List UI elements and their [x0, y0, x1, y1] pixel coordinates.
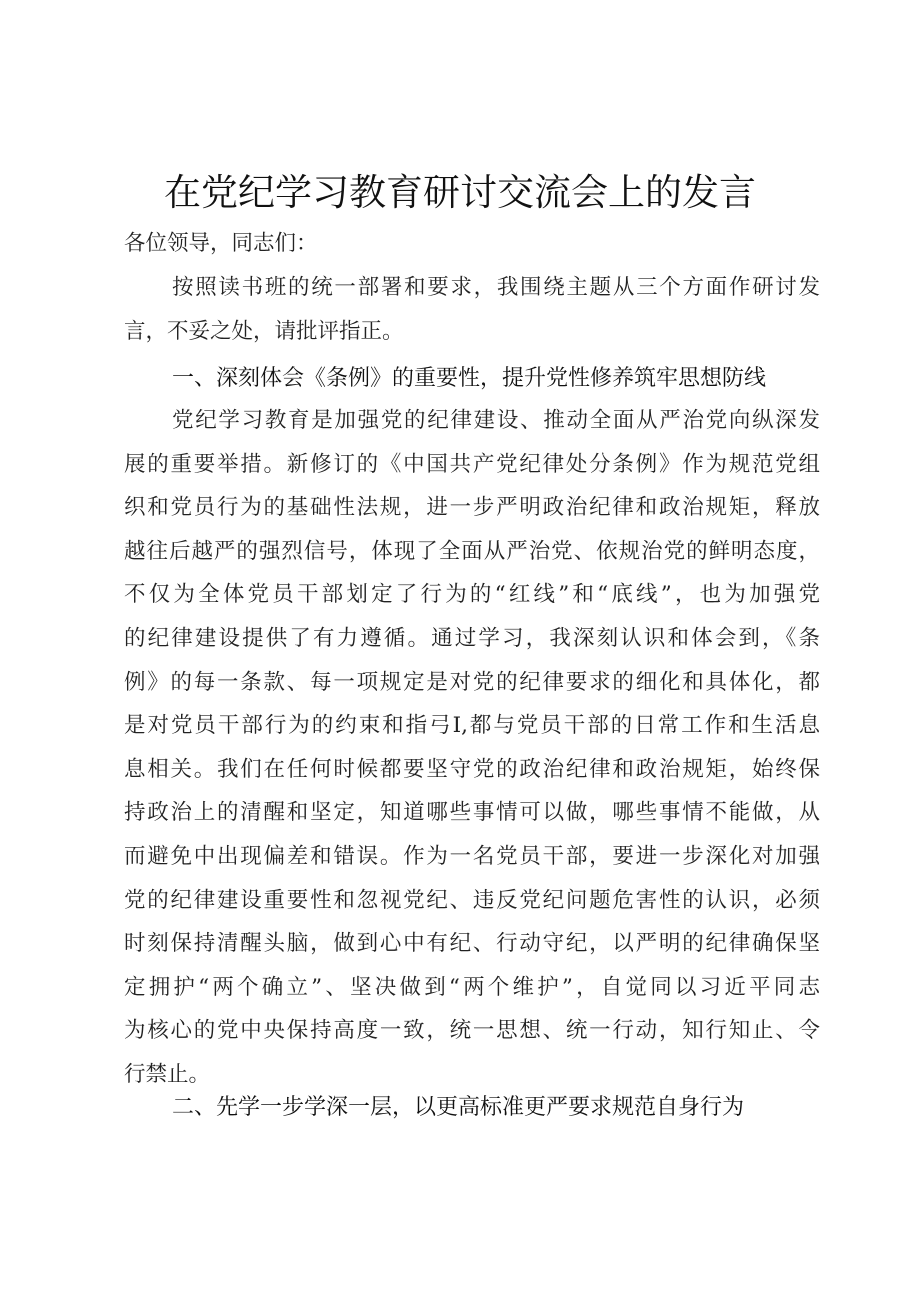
paragraph-line: 行禁止。	[124, 1061, 211, 1087]
paragraph-line: 的纪律建设提供了有力遵循。通过学习，我深刻认识和体会到，《条	[124, 625, 820, 651]
paragraph-line: 越往后越严的强烈信号，体现了全面从严治党、依规治党的鲜明态度，	[124, 538, 820, 564]
intro-paragraph	[124, 266, 820, 353]
salutation: 各位领导，同志们：	[124, 231, 318, 256]
paragraph-line: 时刻保持清醒头脑，做到心中有纪、行动守纪，以严明的纪律确保坚	[124, 931, 820, 957]
paragraph-line: 是对党员干部行为的约束和指弓I,都与党员干部的日常工作和生活息	[124, 713, 820, 739]
paragraph-line: 持政治上的清醒和坚定，知道哪些事情可以做，哪些事情不能做，从	[124, 800, 820, 826]
paragraph-line: 展的重要举措。新修订的《中国共产党纪律处分条例》作为规范党组	[124, 451, 820, 477]
section-1-paragraph	[124, 399, 820, 1097]
paragraph-line: 为核心的党中央保持高度一致，统一思想、统一行动，知行知止、令	[124, 1018, 820, 1044]
paragraph-line: 定拥护“两个确立”、坚决做到“两个维护”，自觉同以习近平同志	[124, 974, 820, 1000]
paragraph-line: 不仅为全体党员干部划定了行为的“红线”和“底线”，也为加强党	[124, 582, 820, 608]
section-heading-2: 二、先学一步学深一层，以更高标准更严要求规范自身行为	[172, 1095, 745, 1120]
intro-line: 按照读书班的统一部署和要求，我围绕主题从三个方面作研讨发	[172, 275, 820, 300]
document-title: 在党纪学习教育研讨交流会上的发言	[164, 171, 756, 214]
paragraph-line: 织和党员行为的基础性法规，进一步严明政治纪律和政治规矩，释放	[124, 495, 820, 521]
paragraph-line: 而避免中出现偏差和错误。作为一名党员干部，要进一步深化对加强	[124, 843, 820, 869]
paragraph-line: 党的纪律建设重要性和忽视党纪、违反党纪问题危害性的认识，必须	[124, 887, 820, 913]
intro-line: 言，不妥之处，请批评指正。	[124, 318, 404, 344]
paragraph-line: 息相关。我们在任何时候都要坚守党的政治纪律和政治规矩，始终保	[124, 756, 820, 782]
salutation-block	[124, 222, 820, 266]
paragraph-line: 例》的每一条款、每一项规定是对党的纪律要求的细化和具体化，都	[124, 669, 820, 695]
section-heading-1: 一、深刻体会《条例》的重要性，提升党性修养筑牢思想防线	[172, 366, 767, 391]
paragraph-line: 党纪学习教育是加强党的纪律建设、推动全面从严治党向纵深发	[172, 408, 820, 433]
